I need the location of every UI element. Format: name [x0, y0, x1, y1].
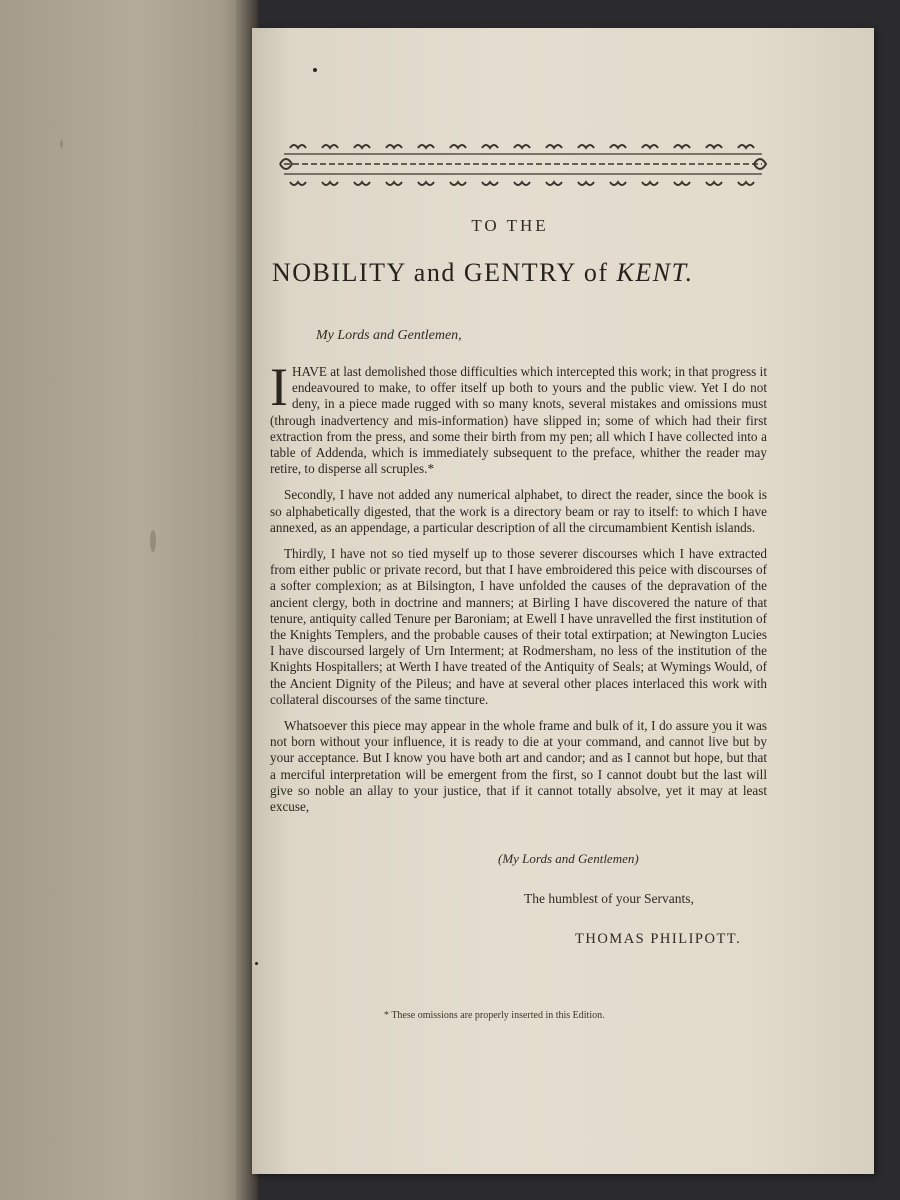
page-title [272, 258, 772, 288]
heading-to-the: TO THE [471, 216, 549, 235]
paragraph-text: HAVE at last demolished those difficulties which intercepted this work; in that progress it endeavoured to make, to offer itself up both to yours and the public view. Yet I do not deny, in a piece made rugged with so many knots, several mistakes and omissions must (through inadvertency and mis-information) have slipped in; some of which had their first extraction from the press, and some their birth from my pen; all which I have collected into a table of Addenda, which is immediately subsequent to the preface, whither the reader may retire, to disperse all scruples.* [270, 364, 767, 477]
left-page [0, 0, 252, 1200]
paragraph: Secondly, I have not added any numerical alphabet, to direct the reader, since the book is so alphabetically digested, that the work is a directory beam or ray to itself: to which I have annexed, as an appendage, a particular description of all the circumambient Kentish islands. [270, 487, 767, 535]
drop-cap: I [270, 357, 288, 417]
salutation: My Lords and Gentlemen, [316, 328, 462, 343]
ink-mark [313, 68, 317, 72]
foxing-spot [60, 140, 63, 148]
paragraph: Whatsoever this piece may appear in the whole frame and bulk of it, I do assure you it was not born without your influence, it is ready to die at your command, and cannot live but by your acceptance. But I know you have both art and candor; and as I cannot but hope, but that a merciful interpretation will be emergent from the first, so I cannot doubt but the last will give so noble an allay to your justice, that if it cannot totally absolve, yet it may at least excuse, [270, 718, 767, 815]
footnote: * These omissions are properly inserted in this Edition. [384, 1010, 605, 1021]
closing-address: (My Lords and Gentlemen) [498, 851, 639, 866]
signature: THOMAS PHILIPOTT. [575, 931, 742, 947]
paragraph [270, 357, 767, 477]
paragraph: Thirdly, I have not so tied myself up to those severer discourses which I have extracted from either public or private record, but that I have embroidered this peice with discourses of a softer complexion; as at Bilsington, I have unfolded the causes of the depravation of the ancient clergy, both in doctrine and manners; at Birling I have discovered the nature of that tenure, antiquity called Tenure per Baroniam; at Ewell I have unravelled the first institution of the Knights Templers, and the probable causes of their total extirpation; at Newington Lucies I have discoursed largely of Urn Interment; at Rodmersham, no less of the institution of the Knights Hospitallers; at Werth I have treated of the Antiquity of Seals; at Wymings Would, of the Ancient Dignity of the Pileus; and have at several other places interlaced this work with collateral discourses of the same tincture. [270, 546, 767, 707]
title-place: KENT. [616, 258, 694, 287]
valediction: The humblest of your Servants, [524, 891, 694, 906]
letter-body [270, 357, 767, 825]
foxing-spot [150, 530, 156, 552]
ink-mark [255, 962, 258, 965]
printers-ornament-band [278, 140, 768, 188]
title-main: NOBILITY and GENTRY of [272, 258, 617, 287]
